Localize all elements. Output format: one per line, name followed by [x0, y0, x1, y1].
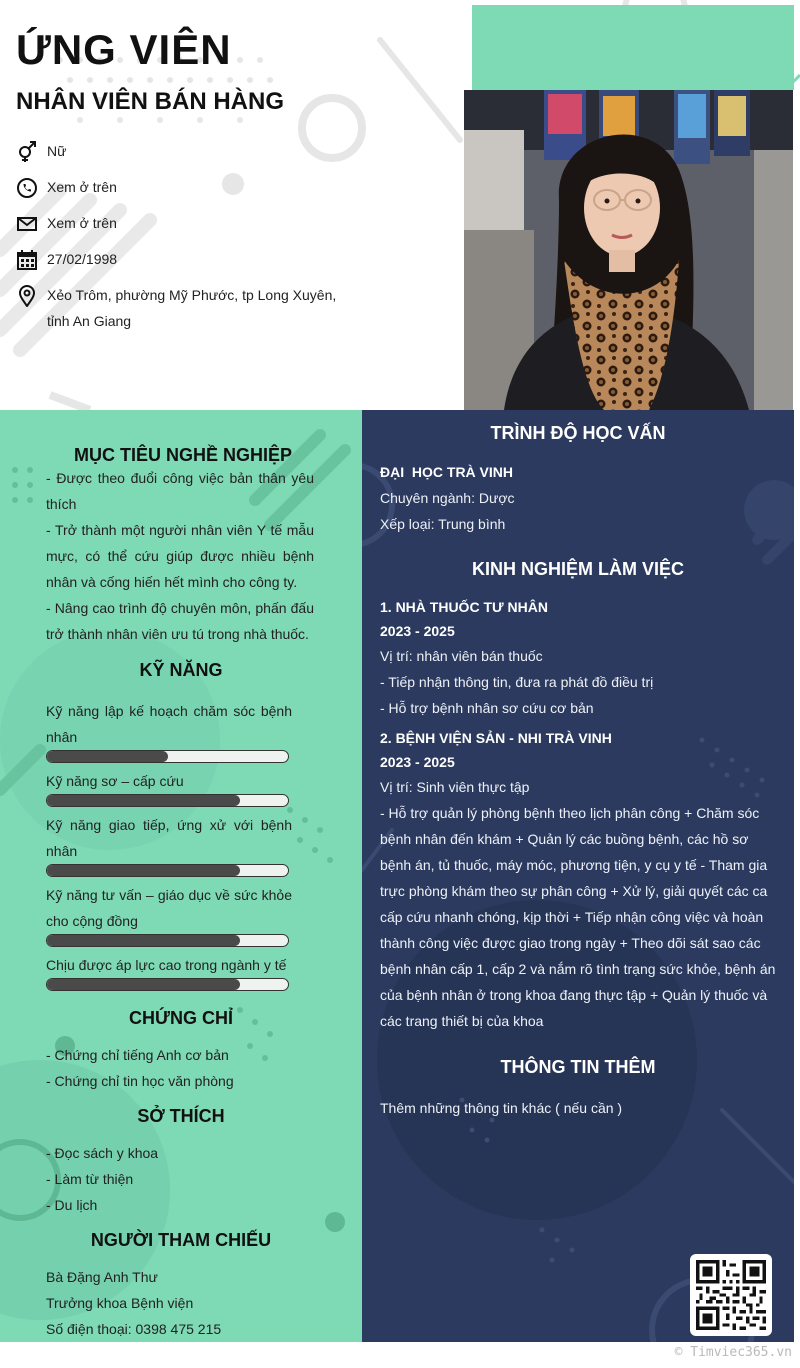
reference-name: Bà Đặng Anh Thư: [46, 1269, 158, 1285]
certificate-item: - Chứng chỉ tin học văn phòng: [46, 1073, 234, 1089]
skill-bar-fill: [47, 865, 240, 876]
hobby-item: - Đọc sách y khoa: [46, 1145, 159, 1161]
skill-bar: [46, 750, 289, 763]
email-value: Xem ở trên: [47, 215, 117, 231]
skill-label: Chịu được áp lực cao trong ngành y tế: [46, 957, 287, 973]
birthday-value: 27/02/1998: [47, 251, 118, 267]
address-value: Xẻo Trôm, phường Mỹ Phước, tp Long Xuyên, tỉnh An Giang: [47, 287, 337, 329]
phone-value: Xem ở trên: [47, 179, 117, 195]
skill-bar: [46, 794, 289, 807]
extra-title: THÔNG TIN THÊM: [500, 1057, 656, 1077]
hobby-item: - Làm từ thiện: [46, 1171, 134, 1187]
email-row: [16, 213, 117, 236]
location-icon: [16, 285, 38, 307]
skill-bar: [46, 934, 289, 947]
skill-bar: [46, 978, 289, 991]
job-position: Vị trí: nhân viên bán thuốc: [380, 648, 543, 664]
job-position: Vị trí: Sinh viên thực tập: [380, 779, 530, 795]
gender-icon: [16, 141, 38, 163]
job-company: 1. NHÀ THUỐC TƯ NHÂN: [380, 599, 548, 615]
right-column: [362, 410, 794, 1342]
job-period: 2023 - 2025: [380, 623, 455, 639]
extra-text: Thêm những thông tin khác ( nếu cần ): [380, 1100, 623, 1116]
reference-phone: Số điện thoại: 0398 475 215: [46, 1321, 222, 1337]
career-goal-line: - Nâng cao trình độ chuyên môn, phấn đấu trở thành nhân viên ưu tú trong nhà thuốc.: [46, 600, 314, 642]
certificates-title: CHỨNG CHỈ: [129, 1008, 233, 1028]
reference-position: Trưởng khoa Bệnh viện: [46, 1295, 194, 1311]
skill-label: Kỹ năng lập kế hoạch chăm sóc bệnh nhân: [46, 703, 292, 745]
skill-bar-fill: [47, 979, 240, 990]
skill-label: Kỹ năng tư vấn – giáo dục về sức khỏe cho cộng đồng: [46, 887, 292, 929]
job-detail: - Hỗ trợ quản lý phòng bệnh theo lịch phân công + Chăm sóc bệnh nhân đến khám + Quản lý các buồng bệnh, các hồ sơ bệnh án, tủ thuốc, máy móc, phương tiện, y cụ y tế - Tham gia trực phòng khám theo sự phân công + Xử lý, giải quyết các ca cấp cứu nhanh chóng, kịp thời + Tiếp nhận công việc và hoàn thành công việc được giao trong ngày + Theo dõi sát sao các bệnh nhân cấp 1, cấp 2 và nắm rõ tình trạng sức khỏe, bệnh án của bệnh nhân ở trong khoa đang thực tập + Quản lý thuốc và các trang thiết bị của khoa: [380, 805, 776, 1029]
references-info: [46, 1264, 314, 1342]
job-title: NHÂN VIÊN BÁN HÀNG: [16, 88, 285, 115]
job-detail: - Hỗ trợ bệnh nhân sơ cứu cơ bản: [380, 700, 594, 716]
skill-bar-fill: [47, 795, 240, 806]
cv-header: [0, 0, 800, 410]
skill-bar-fill: [47, 935, 240, 946]
job-period: 2023 - 2025: [380, 754, 455, 770]
skill-label: Kỹ năng sơ – cấp cứu: [46, 773, 184, 789]
hobby-item: - Du lịch: [46, 1197, 98, 1213]
phone-row: [16, 177, 117, 200]
address-row: [16, 285, 337, 334]
job-company: 2. BỆNH VIỆN SẢN - NHI TRÀ VINH: [380, 730, 612, 746]
calendar-icon: [16, 249, 38, 271]
career-goal-text: [46, 465, 314, 647]
email-icon: [16, 213, 38, 235]
candidate-photo: [464, 90, 793, 410]
grade: Xếp loại: Trung bình: [380, 516, 506, 532]
qr-code[interactable]: [690, 1254, 772, 1336]
hobbies-list: [46, 1140, 314, 1218]
job-detail: - Tiếp nhận thông tin, đưa ra phát đồ điều trị: [380, 674, 654, 690]
school-name: ĐẠI HỌC TRÀ VINH: [380, 464, 513, 480]
skills-title: KỸ NĂNG: [139, 660, 223, 680]
education-info: [380, 459, 776, 537]
job-1: [380, 595, 776, 721]
gender-row: [16, 141, 66, 164]
career-goal-line: - Trở thành một người nhân viên Y tế mẫu mực, có thể cứu giúp được nhiều bệnh nhân và cống hiến hết mình cho công ty.: [46, 522, 314, 590]
career-goal-line: - Được theo đuổi công việc bản thân yêu thích: [46, 470, 314, 512]
major: Chuyên ngành: Dược: [380, 490, 515, 506]
education-title: TRÌNH ĐỘ HỌC VẤN: [490, 423, 666, 443]
candidate-name: ỨNG VIÊN: [16, 26, 232, 73]
references-title: NGƯỜI THAM CHIẾU: [90, 1230, 272, 1250]
experience-title: KINH NGHIỆM LÀM VIỆC: [471, 559, 684, 579]
skill-bar: [46, 864, 289, 877]
skill-bar-fill: [47, 751, 168, 762]
hobbies-title: SỞ THÍCH: [137, 1106, 225, 1126]
job-2: [380, 726, 776, 1034]
footer-watermark: © Timviec365.vn: [674, 1345, 792, 1360]
accent-block: [472, 5, 794, 90]
phone-icon: [16, 177, 38, 199]
certificates-list: [46, 1042, 314, 1094]
birthday-row: [16, 249, 117, 272]
left-column: [0, 410, 362, 1342]
career-goal-title: MỤC TIÊU NGHỀ NGHIỆP: [73, 445, 292, 465]
certificate-item: - Chứng chỉ tiếng Anh cơ bản: [46, 1047, 229, 1063]
gender-value: Nữ: [47, 143, 67, 159]
skill-label: Kỹ năng giao tiếp, ứng xử với bệnh nhân: [46, 817, 292, 859]
